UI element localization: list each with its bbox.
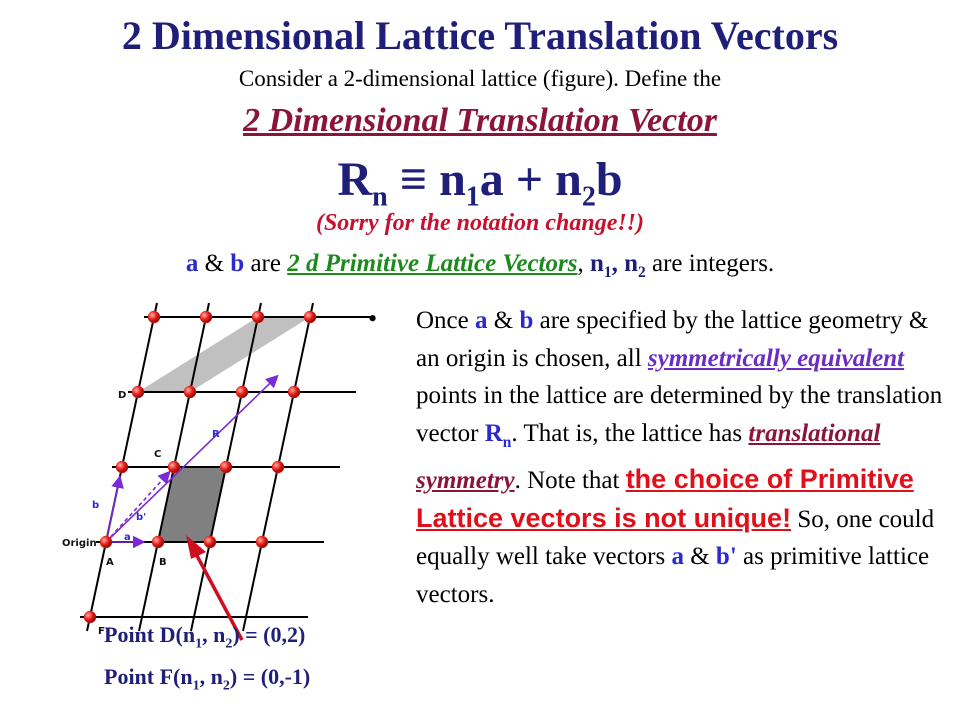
translational-symmetry-term: translational symmetry bbox=[416, 419, 881, 494]
lattice-point bbox=[84, 611, 96, 623]
formula-R: R bbox=[337, 153, 373, 206]
lattice-cells bbox=[138, 317, 310, 542]
label-b-prime: b' bbox=[136, 512, 147, 523]
point-text: , n bbox=[199, 664, 223, 689]
formula-n1-sub: 1 bbox=[465, 181, 480, 213]
vector-a: a bbox=[671, 543, 684, 570]
vector-b: b bbox=[519, 307, 534, 334]
bullet-dot: • bbox=[368, 304, 378, 333]
vector-b-arrow bbox=[106, 478, 120, 542]
point-sub: 2 bbox=[225, 636, 233, 652]
label-b: b bbox=[92, 500, 100, 511]
definition-line bbox=[0, 250, 960, 282]
formula-equiv: ≡ bbox=[387, 153, 440, 206]
def-n2: n bbox=[624, 250, 639, 277]
lattice-point bbox=[116, 461, 128, 473]
def-b: b bbox=[230, 250, 245, 277]
point-sub: 1 bbox=[195, 636, 203, 652]
primitive-vectors-link: 2 d Primitive Lattice Vectors bbox=[287, 250, 578, 277]
def-n1-sub: 1 bbox=[603, 264, 612, 281]
point-text: ) = (0,-1) bbox=[229, 664, 311, 689]
vector-R: R bbox=[484, 419, 503, 447]
formula-R-sub: n bbox=[372, 181, 388, 213]
point-sub: 1 bbox=[192, 678, 200, 694]
formula-n2-sub: 2 bbox=[581, 181, 596, 213]
def-comma: , bbox=[577, 250, 590, 277]
notation-note: (Sorry for the notation change!!) bbox=[315, 210, 645, 236]
bullet-text: & bbox=[683, 543, 716, 570]
slide-title: 2 Dimensional Lattice Translation Vectors bbox=[121, 13, 839, 58]
point-D-label bbox=[104, 622, 305, 652]
formula-b: b bbox=[595, 153, 623, 206]
label-a: a bbox=[124, 532, 131, 543]
point-text: Point D(n bbox=[104, 622, 196, 647]
def-are: are bbox=[244, 250, 288, 277]
lattice-point bbox=[152, 536, 164, 548]
formula-plus: + bbox=[503, 153, 556, 206]
translation-formula bbox=[0, 152, 960, 214]
def-comma2: , bbox=[611, 250, 625, 277]
lattice-figure bbox=[40, 284, 370, 644]
primitive-cell-dark bbox=[158, 467, 226, 542]
lattice-point bbox=[236, 386, 248, 398]
point-text: , n bbox=[202, 622, 226, 647]
point-text: ) = (0,2) bbox=[232, 622, 306, 647]
label-F: F bbox=[98, 626, 105, 637]
bullet-text: So, one could equally well take vectors bbox=[416, 505, 935, 570]
lattice-point bbox=[220, 461, 232, 473]
vector-b-prime: b' bbox=[715, 543, 737, 570]
def-tail: are integers. bbox=[645, 250, 775, 277]
point-text: Point F(n bbox=[104, 664, 193, 689]
symmetrically-equivalent-term: symmetrically equivalent bbox=[647, 344, 905, 372]
label-C: C bbox=[154, 449, 162, 460]
bullet-paragraph bbox=[416, 302, 956, 613]
point-sub: 2 bbox=[222, 678, 230, 694]
label-D: D bbox=[118, 390, 127, 401]
lattice-point bbox=[204, 536, 216, 548]
label-R: R bbox=[212, 429, 220, 440]
bullet-text: . Note that bbox=[514, 467, 626, 494]
point-F-label bbox=[104, 664, 310, 694]
lattice-point bbox=[288, 386, 300, 398]
def-n2-sub: 2 bbox=[638, 264, 646, 281]
bullet-text: points in the lattice are determined by the translation vector bbox=[416, 382, 943, 447]
bullet-text: & bbox=[487, 307, 520, 334]
formula-n2: n bbox=[555, 153, 582, 206]
lattice-point bbox=[252, 311, 264, 323]
intro-text: Consider a 2-dimensional lattice (figure). Define the bbox=[238, 66, 722, 91]
label-B: B bbox=[159, 557, 167, 568]
def-n1: n bbox=[589, 250, 604, 277]
lattice-point bbox=[256, 536, 268, 548]
bullet-text: as primitive lattice vectors. bbox=[416, 543, 930, 608]
vector-a: a bbox=[475, 307, 488, 334]
subtitle: 2 Dimensional Translation Vector bbox=[243, 102, 717, 139]
label-origin: Origin bbox=[62, 538, 97, 549]
formula-a: a bbox=[479, 153, 504, 206]
cell-light bbox=[138, 317, 310, 392]
def-a: a bbox=[185, 250, 199, 277]
lattice-point bbox=[184, 386, 196, 398]
vector-b-prime-arrow bbox=[106, 473, 169, 542]
bullet-text: . That is, the lattice has bbox=[511, 419, 749, 447]
lattice-point bbox=[168, 461, 180, 473]
lattice-point bbox=[272, 461, 284, 473]
not-unique-note: the choice of Primitive Lattice vectors is not unique! bbox=[416, 464, 914, 533]
def-amp: & bbox=[198, 250, 231, 277]
label-A: A bbox=[106, 557, 114, 568]
lattice-point bbox=[304, 311, 316, 323]
lattice-point bbox=[200, 311, 212, 323]
bullet-text: Once bbox=[416, 307, 475, 334]
bullet-text: are specified by the lattice geometry & an origin is chosen, all bbox=[416, 307, 929, 372]
formula-n1: n bbox=[439, 153, 466, 206]
lattice-point bbox=[148, 311, 160, 323]
lattice-point bbox=[100, 536, 112, 548]
lattice-point bbox=[132, 386, 144, 398]
vector-R-sub: n bbox=[502, 433, 512, 451]
